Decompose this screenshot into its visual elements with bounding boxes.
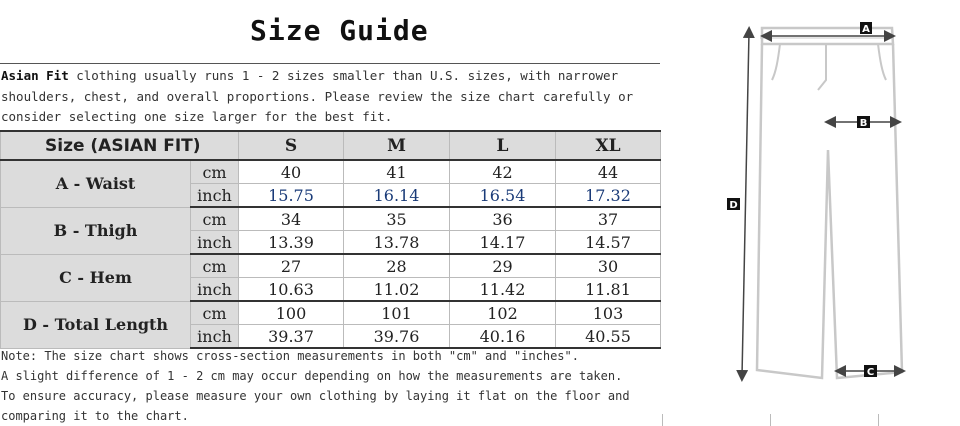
table-cell: 41: [344, 160, 450, 184]
table-cell: 27: [239, 254, 344, 278]
table-cell: 29: [450, 254, 556, 278]
title-divider: [0, 63, 660, 64]
table-cell: 10.63: [239, 278, 344, 302]
tick-mark: [662, 414, 663, 426]
size-col-xl: XL: [556, 131, 661, 160]
table-row: [1, 207, 661, 231]
table-row: [1, 254, 661, 278]
table-cell: 39.76: [344, 325, 450, 349]
size-col-m: M: [344, 131, 450, 160]
table-cell: 28: [344, 254, 450, 278]
size-header-label: Size (ASIAN FIT): [1, 131, 239, 160]
table-cell: 11.81: [556, 278, 661, 302]
tick-mark: [770, 414, 771, 426]
unit-cm: cm: [191, 207, 239, 231]
table-cell: 100: [239, 301, 344, 325]
size-header-row: [1, 131, 661, 160]
label-c-badge: [864, 365, 877, 378]
table-cell: 42: [450, 160, 556, 184]
row-label-total-length: D - Total Length: [1, 301, 191, 348]
table-cell: 16.14: [344, 184, 450, 208]
table-row: [1, 160, 661, 184]
notes: [1, 346, 661, 426]
label-a-badge: [860, 22, 872, 35]
unit-inch: inch: [191, 184, 239, 208]
table-cell: 35: [344, 207, 450, 231]
page-title: Size Guide: [250, 14, 429, 47]
table-row: [1, 301, 661, 325]
note-line: Note: The size chart shows cross-section measurements in both "cm" and "inches".: [1, 349, 579, 363]
table-cell: 30: [556, 254, 661, 278]
note-line: A slight difference of 1 - 2 cm may occur depending on how the measurements are taken.: [1, 369, 623, 383]
table-cell: 101: [344, 301, 450, 325]
table-cell: 14.57: [556, 231, 661, 255]
pants-measurement-diagram: [700, 0, 940, 400]
table-cell: 36: [450, 207, 556, 231]
label-d-badge: [727, 198, 740, 211]
table-cell: 13.39: [239, 231, 344, 255]
table-cell: 11.42: [450, 278, 556, 302]
measure-d-line: [742, 32, 749, 376]
intro-bold: Asian Fit: [1, 68, 69, 83]
note-line: To ensure accuracy, please measure your own clothing by laying it flat on the floor and comparing it to the chart.: [1, 389, 630, 423]
row-label-waist: A - Waist: [1, 160, 191, 207]
table-cell: 15.75: [239, 184, 344, 208]
unit-inch: inch: [191, 325, 239, 349]
label-c: C: [866, 367, 875, 378]
tick-mark: [878, 414, 879, 426]
unit-cm: cm: [191, 301, 239, 325]
table-cell: 40.55: [556, 325, 661, 349]
intro-text: clothing usually runs 1 - 2 sizes smaller than U.S. sizes, with narrower shoulders, chest, and overall proportions. Please review the size chart carefully or consider selecting one size larger for the best fit.: [1, 68, 634, 124]
table-cell: 34: [239, 207, 344, 231]
table-cell: 17.32: [556, 184, 661, 208]
unit-inch: inch: [191, 278, 239, 302]
table-cell: 39.37: [239, 325, 344, 349]
table-cell: 40: [239, 160, 344, 184]
table-cell: 13.78: [344, 231, 450, 255]
label-d: D: [729, 200, 738, 211]
table-cell: 16.54: [450, 184, 556, 208]
label-b: B: [859, 118, 868, 129]
size-table: [0, 130, 661, 349]
table-cell: 37: [556, 207, 661, 231]
row-label-thigh: B - Thigh: [1, 207, 191, 254]
unit-cm: cm: [191, 160, 239, 184]
table-cell: 103: [556, 301, 661, 325]
unit-inch: inch: [191, 231, 239, 255]
table-cell: 102: [450, 301, 556, 325]
unit-cm: cm: [191, 254, 239, 278]
table-cell: 44: [556, 160, 661, 184]
size-col-s: S: [239, 131, 344, 160]
label-b-badge: [857, 116, 870, 129]
size-col-l: L: [450, 131, 556, 160]
table-cell: 14.17: [450, 231, 556, 255]
row-label-hem: C - Hem: [1, 254, 191, 301]
intro-paragraph: [1, 66, 661, 128]
pants-outline-icon: [757, 28, 902, 378]
table-cell: 40.16: [450, 325, 556, 349]
label-a: A: [862, 24, 870, 35]
table-cell: 11.02: [344, 278, 450, 302]
